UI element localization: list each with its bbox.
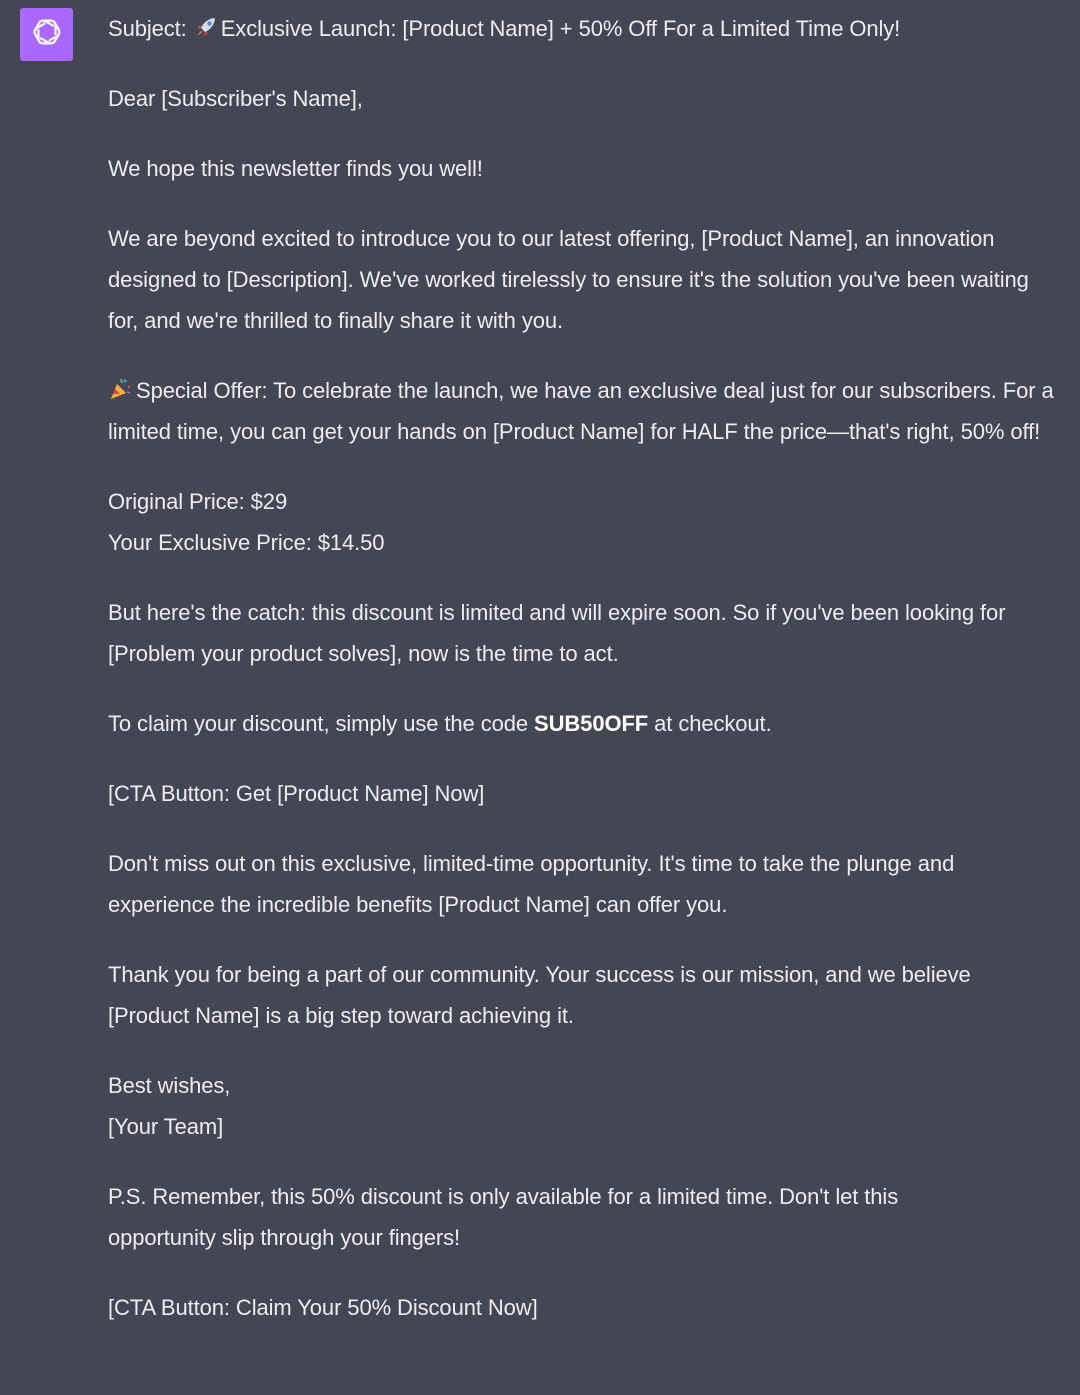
- greeting: Dear [Subscriber's Name],: [108, 86, 363, 111]
- assistant-avatar: [20, 8, 73, 61]
- party-popper-icon: [108, 374, 134, 400]
- dont-miss-paragraph: Don't miss out on this exclusive, limited-time opportunity. It's time to take the plunge and experience the incredible benefits [Product Name] can offer you.: [108, 851, 955, 917]
- claim-paragraph: [108, 703, 1070, 744]
- openai-logo-icon: [28, 13, 66, 56]
- special-offer-paragraph: [108, 370, 1060, 452]
- discount-code: SUB50OFF: [534, 711, 649, 736]
- rocket-icon: [193, 12, 219, 38]
- exclusive-price: Your Exclusive Price: $14.50: [108, 530, 385, 555]
- price-block: [108, 481, 1070, 563]
- claim-prefix: To claim your discount, simply use the code: [108, 711, 529, 736]
- sign-off: [108, 1065, 1070, 1147]
- original-price: Original Price: $29: [108, 489, 288, 514]
- intro-paragraph: We are beyond excited to introduce you to our latest offering, [Product Name], an innovation designed to [Description]. We've worked tirelessly to ensure it's the solution you've been waiting for, and we're thrilled to finally share it with you.: [108, 226, 1029, 333]
- thank-you-paragraph: Thank you for being a part of our community. Your success is our mission, and we believe [Product Name] is a big step toward achieving it.: [108, 962, 971, 1028]
- claim-suffix: at checkout.: [654, 711, 772, 736]
- closing: Best wishes,: [108, 1073, 231, 1098]
- signature: [Your Team]: [108, 1114, 224, 1139]
- cta-get-product: [CTA Button: Get [Product Name] Now]: [108, 781, 485, 806]
- message-content: [108, 8, 1070, 1328]
- ps-paragraph: P.S. Remember, this 50% discount is only available for a limited time. Don't let this opportunity slip through your fingers!: [108, 1184, 899, 1250]
- special-offer-text: Special Offer: To celebrate the launch, we have an exclusive deal just for our subscribers. For a limited time, you can get your hands on [Product Name] for HALF the price—that's right, 50% off!: [108, 378, 1054, 444]
- cta-claim-discount: [CTA Button: Claim Your 50% Discount Now]: [108, 1295, 538, 1320]
- catch-paragraph: But here's the catch: this discount is limited and will expire soon. So if you've been looking for [Problem your product solves], now is the time to act.: [108, 600, 1006, 666]
- intro-line: We hope this newsletter finds you well!: [108, 156, 483, 181]
- email-subject: [108, 8, 1070, 49]
- subject-text: Exclusive Launch: [Product Name] + 50% Off For a Limited Time Only!: [220, 16, 901, 41]
- subject-label: Subject:: [108, 16, 187, 41]
